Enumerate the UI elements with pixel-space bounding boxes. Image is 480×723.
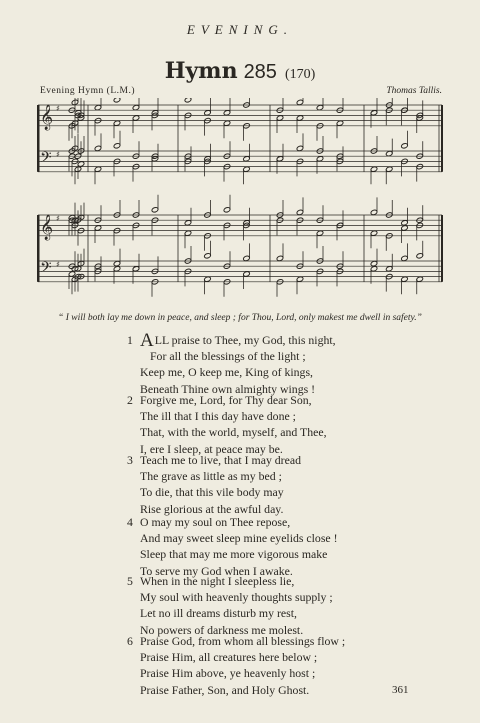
sharp-icon: ♯ [56, 150, 60, 159]
verse-line: For all the blessings of the light ; [150, 349, 306, 364]
verse-number: 1 [127, 333, 133, 347]
verse-number: 6 [127, 634, 133, 648]
page-number: 361 [392, 684, 409, 696]
verse-line: Praise Him above, ye heavenly host ; [140, 666, 316, 681]
verse-line: Rise glorious at the awful day. [140, 501, 284, 516]
verse-line: Praise God, from whom all blessings flow ; [140, 634, 346, 648]
verse-number: 4 [127, 515, 133, 529]
verse-line: Sleep that may me more vigorous make [140, 547, 328, 562]
verse-3 [127, 452, 301, 517]
composer: Thomas Tallis. [386, 86, 442, 96]
verse-2 [127, 392, 327, 457]
verse-line: My soul with heavenly thoughts supply ; [140, 590, 333, 605]
verse-line: Praise Father, Son, and Holy Ghost. [140, 682, 310, 697]
drop-cap: A [140, 330, 154, 351]
verse-line: Forgive me, Lord, for Thy dear Son, [140, 393, 312, 407]
verse-line: Praise Him, all creatures here below ; [140, 650, 318, 665]
sharp-icon: ♯ [56, 104, 60, 113]
epigraph: “ I will both lay me down in peace, and sleep ; for Thou, Lord, only makest me dwell in safety.” [58, 313, 422, 323]
sharp-icon: ♯ [56, 214, 60, 223]
verse-number: 2 [127, 393, 133, 407]
hymn-word: Hymn [164, 58, 238, 84]
verse-line: No powers of darkness me molest. [140, 622, 304, 637]
verse-number: 5 [127, 574, 133, 588]
verse-line: To die, that this vile body may [140, 485, 284, 500]
verse-line: Keep me, O keep me, King of kings, [140, 365, 313, 380]
verse-line: Let no ill dreams disturb my rest, [140, 606, 297, 621]
verse-line: Teach me to live, that I may dread [140, 453, 301, 467]
bass-clef-icon: 𝄢 [40, 259, 52, 280]
verse-line: When in the night I sleepless lie, [140, 574, 295, 588]
verse-line: The ill that I this day have done ; [140, 409, 296, 424]
section-heading: EVENING. [186, 22, 294, 37]
verse-6 [127, 633, 346, 698]
verse-line: To serve my God when I awake. [140, 563, 293, 578]
bass-clef-icon: 𝄢 [40, 149, 52, 170]
verse-line: And may sweet sleep mine eyelids close ! [140, 531, 338, 546]
verse-number: 3 [127, 453, 133, 467]
verse-line: Beneath Thine own almighty wings ! [140, 381, 316, 396]
tune-name: Evening Hymn (L.M.) [40, 86, 135, 96]
verse-line: That, with the world, myself, and Thee, [140, 425, 327, 440]
sharp-icon: ♯ [56, 260, 60, 269]
music-score [36, 98, 446, 308]
verse-5 [127, 573, 333, 638]
verse-line: O may my soul on Thee repose, [140, 515, 291, 529]
hymn-alt-number: (170) [284, 67, 316, 82]
treble-clef-icon: 𝄞 [40, 105, 54, 130]
verse-line: ALL praise to Thee, my God, this night, [140, 330, 336, 351]
verse-line: The grave as little as my bed ; [140, 469, 282, 484]
treble-clef-icon: 𝄞 [40, 215, 54, 240]
verse-1 [127, 330, 336, 397]
verse-4 [127, 514, 338, 579]
hymn-number: 285 [243, 61, 277, 83]
verse-line: I, ere I sleep, at peace may be. [140, 441, 283, 456]
hymn-title [0, 58, 480, 84]
